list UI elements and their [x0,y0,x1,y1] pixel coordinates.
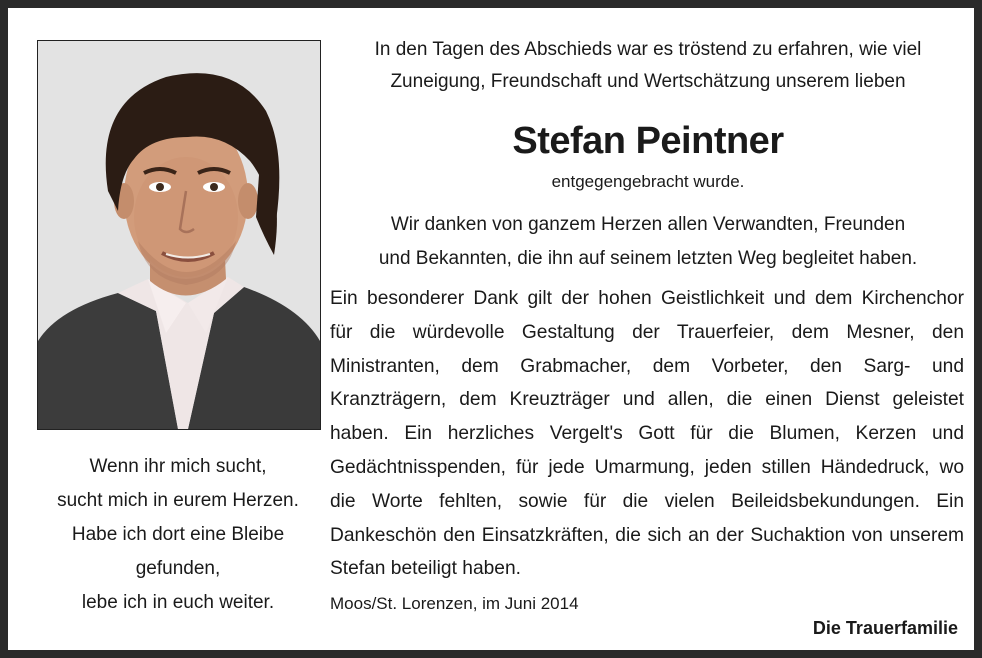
paragraph-line: Dankeschön den Einsatzkräften, die sich an der Suchaktion von unserem [330,524,964,546]
paragraph-line: haben. Ein herzliches Vergelt's Gott für die Blumen, Kerzen und [330,423,964,445]
place-date: Moos/St. Lorenzen, im Juni 2014 [330,594,579,613]
paragraph-line: die Worte fehlten, sowie für die vielen Beileidsbekundungen. Ein [330,490,964,512]
paragraph-line: Kranzträgern, dem Kreuzträger und allen, die einen Dienst geleistet [330,389,964,411]
family-signature: Die Trauerfamilie [812,618,958,638]
paragraph-line: Ein besonderer Dank gilt der hohen Geistlichkeit und dem Kirchenchor [330,288,964,309]
poem-line: gefunden, [135,558,221,579]
poem [37,450,319,620]
paragraph-line: Ministranten, dem Grabmacher, dem Vorbeter, den Sarg- und [330,355,964,377]
after-name-text: entgegengebracht wurde. [551,172,745,191]
poem-line: Habe ich dort eine Bleibe [71,524,285,545]
paragraph-line: Stefan beteiligt haben. [330,558,521,580]
thanks-line: und Bekannten, die ihn auf seinem letzten Weg begleitet haben. [378,248,918,269]
poem-line: Wenn ihr mich sucht, [89,456,267,477]
intro-text [338,34,958,98]
obituary-card [8,8,974,650]
thanks-line: Wir danken von ganzem Herzen allen Verwandten, Freunden [390,214,906,235]
intro-line: Zuneigung, Freundschaft und Wertschätzung unserem lieben [390,71,906,92]
poem-line: lebe ich in euch weiter. [81,592,275,613]
poem-line: sucht mich in eurem Herzen. [57,490,299,511]
paragraph-line: für die würdevolle Gestaltung der Trauerfeier, dem Mesner, den [330,321,964,343]
acknowledgement-paragraph [330,282,964,586]
intro-line: In den Tagen des Abschieds war es tröstend zu erfahren, wie viel [374,39,922,60]
paragraph-line: Gedächtnisspenden, für jede Umarmung, jeden stillen Händedruck, wo [330,456,964,478]
portrait-photo [37,40,321,430]
thanks-text [338,208,958,276]
deceased-name: Stefan Peintner [512,120,784,162]
portrait-image [38,41,320,429]
